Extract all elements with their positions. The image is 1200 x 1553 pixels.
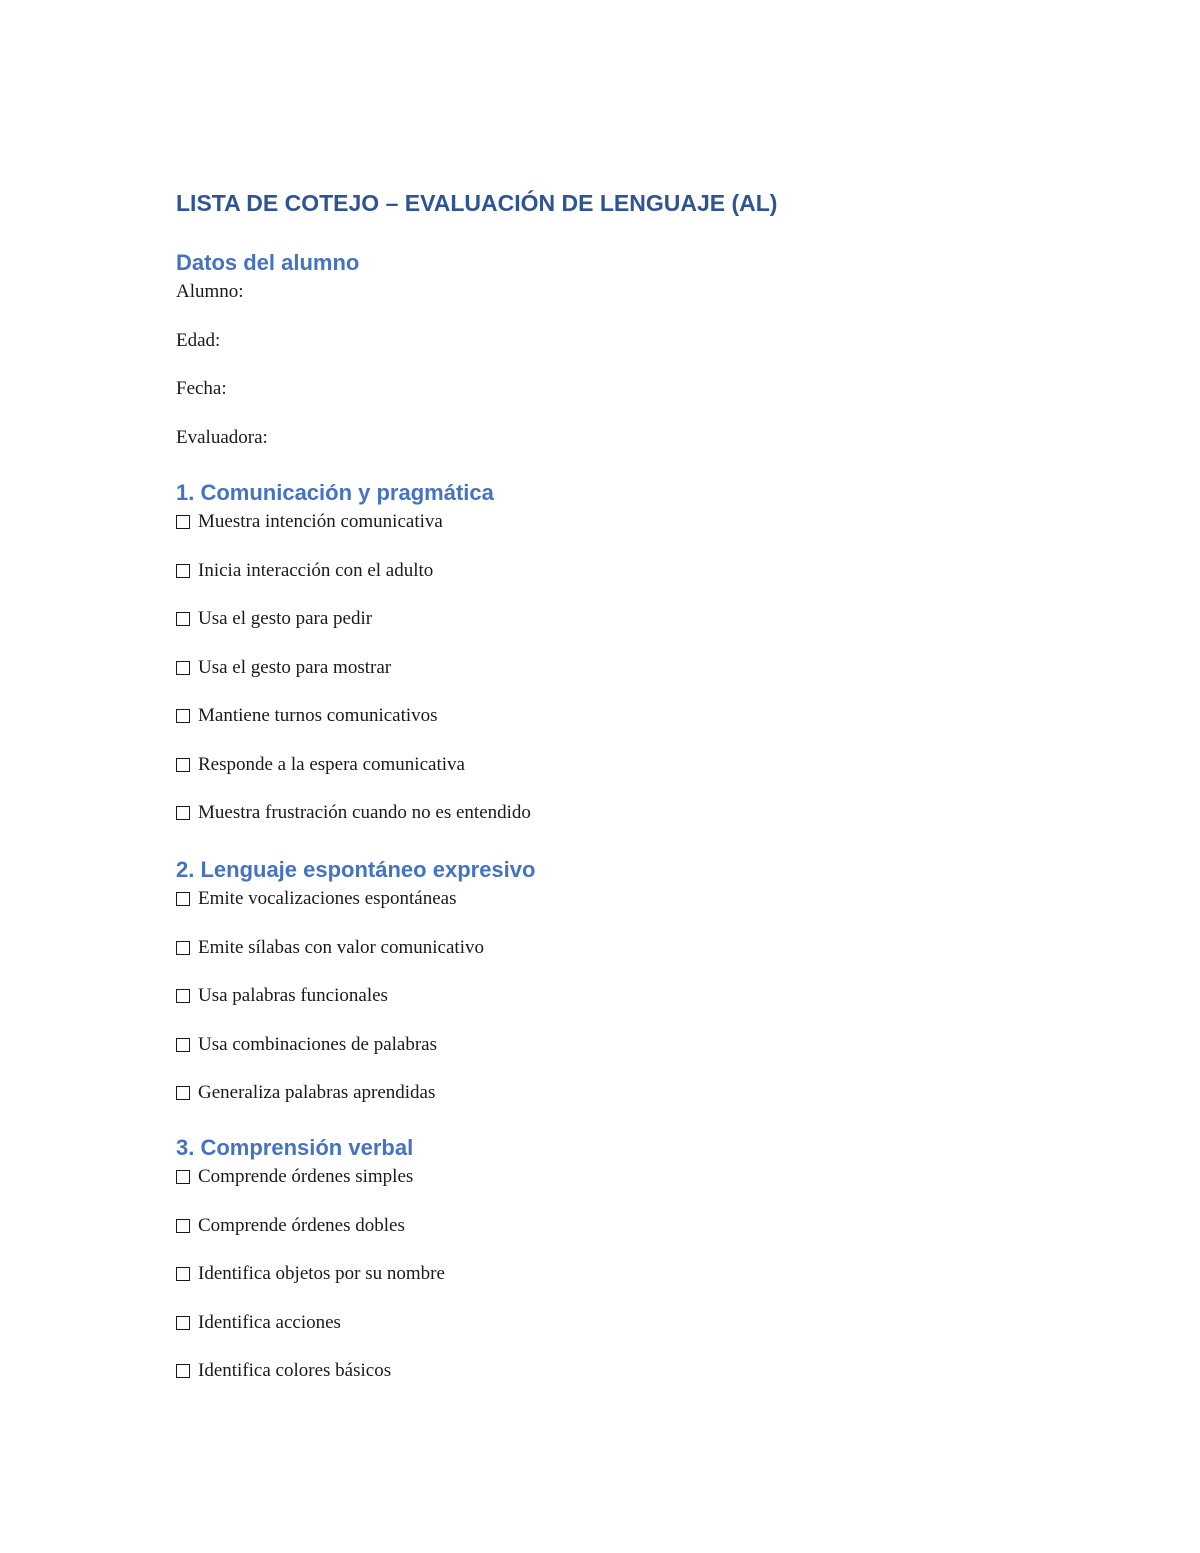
checkbox[interactable] — [176, 1316, 190, 1330]
checklist-item: Muestra intención comunicativa — [176, 510, 531, 534]
section-communication — [176, 478, 531, 825]
checklist-item: Responde a la espera comunicativa — [176, 753, 531, 777]
checkbox[interactable] — [176, 892, 190, 906]
field-evaluadora: Evaluadora: — [176, 426, 268, 448]
checkbox[interactable] — [176, 661, 190, 675]
checklist-item: Emite sílabas con valor comunicativo — [176, 936, 535, 960]
checkbox[interactable] — [176, 564, 190, 578]
checkbox[interactable] — [176, 1267, 190, 1281]
checklist-item: Identifica colores básicos — [176, 1359, 445, 1383]
checkbox[interactable] — [176, 989, 190, 1003]
checklist-item: Comprende órdenes simples — [176, 1165, 445, 1189]
checkbox[interactable] — [176, 1038, 190, 1052]
checklist-item: Inicia interacción con el adulto — [176, 559, 531, 583]
section-expressive-language — [176, 855, 535, 1105]
field-edad: Edad: — [176, 329, 221, 351]
checkbox[interactable] — [176, 941, 190, 955]
field-fecha: Fecha: — [176, 378, 227, 399]
checklist-item: Usa palabras funcionales — [176, 984, 535, 1008]
checklist-item: Usa combinaciones de palabras — [176, 1033, 535, 1057]
section-heading: 3. Comprensión verbal — [176, 1135, 414, 1160]
section-heading: 2. Lenguaje espontáneo expresivo — [176, 857, 536, 882]
section-heading: 1. Comunicación y pragmática — [176, 480, 494, 505]
student-data-heading: Datos del alumno — [176, 250, 360, 275]
section-verbal-comprehension — [176, 1133, 445, 1383]
checkbox[interactable] — [176, 1364, 190, 1378]
field-alumno: Alumno: — [176, 281, 244, 302]
checklist-item: Emite vocalizaciones espontáneas — [176, 887, 535, 911]
checkbox[interactable] — [176, 806, 190, 820]
checklist-item: Muestra frustración cuando no es entendido — [176, 801, 531, 825]
checkbox[interactable] — [176, 758, 190, 772]
checkbox[interactable] — [176, 1086, 190, 1100]
checklist-item: Identifica acciones — [176, 1311, 445, 1335]
document-title: LISTA DE COTEJO – EVALUACIÓN DE LENGUAJE (AL) — [176, 190, 778, 216]
checklist-item: Generaliza palabras aprendidas — [176, 1081, 535, 1105]
checkbox[interactable] — [176, 515, 190, 529]
checklist-item: Identifica objetos por su nombre — [176, 1262, 445, 1286]
checklist-item: Usa el gesto para mostrar — [176, 656, 531, 680]
checkbox[interactable] — [176, 1170, 190, 1184]
checklist-item: Comprende órdenes dobles — [176, 1214, 445, 1238]
checkbox[interactable] — [176, 612, 190, 626]
checkbox[interactable] — [176, 709, 190, 723]
checklist-item: Mantiene turnos comunicativos — [176, 704, 531, 728]
student-data-section — [176, 248, 359, 450]
checklist-item: Usa el gesto para pedir — [176, 607, 531, 631]
checkbox[interactable] — [176, 1219, 190, 1233]
